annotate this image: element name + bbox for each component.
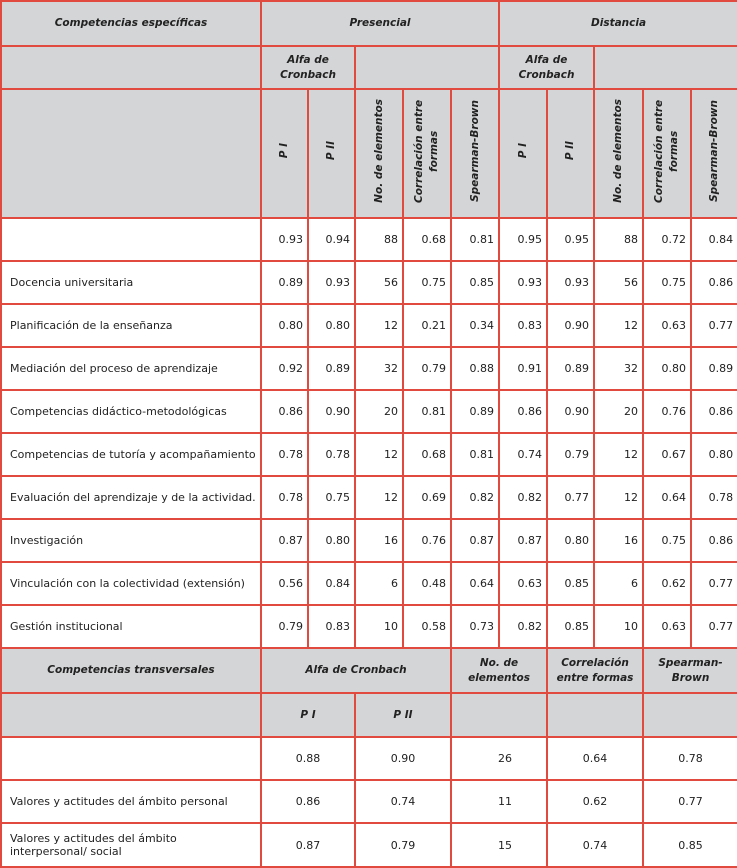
row-label [1, 737, 261, 780]
elementos-header: No. de elementos [451, 648, 547, 693]
cell-value: 0.80 [643, 347, 691, 390]
column-header [499, 89, 547, 218]
empty-header [355, 46, 499, 89]
p2-header: P II [355, 693, 451, 737]
cell-value: 0.86 [691, 390, 737, 433]
cell-value: 0.64 [643, 476, 691, 519]
cell-value: 20 [355, 390, 403, 433]
cell-value: 0.87 [261, 823, 355, 867]
cell-value: 0.89 [691, 347, 737, 390]
cell-value: 0.75 [403, 261, 451, 304]
cell-value: 0.83 [499, 304, 547, 347]
presencial-header: Presencial [261, 1, 499, 46]
cell-value: 0.64 [547, 737, 643, 780]
cell-value: 0.75 [308, 476, 355, 519]
cell-value: 0.81 [451, 433, 499, 476]
column-header-label: P II [325, 141, 337, 161]
row-label: Competencias de tutoría y acompañamiento [1, 433, 261, 476]
table-row [1, 605, 737, 648]
cell-value: 12 [594, 433, 643, 476]
table-row [1, 737, 737, 780]
column-header-label: Spearman-Brown [468, 100, 481, 202]
empty-header [1, 89, 261, 218]
table-row [1, 218, 737, 261]
row-label [1, 218, 261, 261]
empty-header [1, 46, 261, 89]
cell-value: 0.62 [547, 780, 643, 823]
cell-value: 0.73 [451, 605, 499, 648]
cell-value: 32 [594, 347, 643, 390]
cell-value: 0.63 [643, 304, 691, 347]
cell-value: 0.86 [691, 261, 737, 304]
row-label: Planificación de la enseñanza [1, 304, 261, 347]
cell-value: 12 [355, 304, 403, 347]
cell-value: 0.74 [499, 433, 547, 476]
cell-value: 0.92 [261, 347, 308, 390]
cell-value: 0.90 [547, 390, 594, 433]
cell-value: 0.77 [691, 562, 737, 605]
cell-value: 0.63 [499, 562, 547, 605]
column-header [594, 89, 643, 218]
cell-value: 0.76 [403, 519, 451, 562]
row-label: Vinculación con la colectividad (extensión) [1, 562, 261, 605]
cell-value: 0.74 [547, 823, 643, 867]
cell-value: 32 [355, 347, 403, 390]
cell-value: 0.91 [499, 347, 547, 390]
cell-value: 56 [594, 261, 643, 304]
cell-value: 0.87 [451, 519, 499, 562]
cell-value: 0.88 [261, 737, 355, 780]
cell-value: 0.80 [547, 519, 594, 562]
cell-value: 0.81 [403, 390, 451, 433]
table-row [1, 562, 737, 605]
cell-value: 0.89 [308, 347, 355, 390]
table-row [1, 304, 737, 347]
cell-value: 0.77 [691, 304, 737, 347]
cell-value: 0.78 [261, 476, 308, 519]
row-label: Valores y actitudes del ámbito interpersonal/ social [1, 823, 261, 867]
row-label: Valores y actitudes del ámbito personal [1, 780, 261, 823]
row-label: Competencias didáctico-metodológicas [1, 390, 261, 433]
cell-value: 0.82 [451, 476, 499, 519]
column-header [403, 89, 451, 218]
cell-value: 0.93 [547, 261, 594, 304]
table-row [1, 433, 737, 476]
cell-value: 0.78 [261, 433, 308, 476]
cell-value: 0.87 [499, 519, 547, 562]
cell-value: 88 [355, 218, 403, 261]
cell-value: 0.85 [547, 605, 594, 648]
table-row [1, 261, 737, 304]
cell-value: 0.79 [547, 433, 594, 476]
cell-value: 0.94 [308, 218, 355, 261]
row-label: Docencia universitaria [1, 261, 261, 304]
column-header-label: P II [564, 141, 577, 161]
cell-value: 15 [451, 823, 547, 867]
cell-value: 0.67 [643, 433, 691, 476]
row-label: Mediación del proceso de aprendizaje [1, 347, 261, 390]
cell-value: 0.72 [643, 218, 691, 261]
column-header-label: Spearman-Brown [708, 100, 721, 202]
empty-header [594, 46, 737, 89]
cell-value: 0.80 [308, 519, 355, 562]
column-header-label: P I [516, 143, 529, 159]
cell-value: 0.95 [499, 218, 547, 261]
spearman-header: Spearman-Brown [643, 648, 737, 693]
cell-value: 6 [594, 562, 643, 605]
cell-value: 0.87 [261, 519, 308, 562]
cell-value: 56 [355, 261, 403, 304]
cell-value: 0.85 [451, 261, 499, 304]
cell-value: 0.68 [403, 433, 451, 476]
cell-value: 0.77 [643, 780, 737, 823]
table-row [1, 347, 737, 390]
table-row [1, 780, 737, 823]
cell-value: 11 [451, 780, 547, 823]
cell-value: 0.83 [308, 605, 355, 648]
cell-value: 10 [594, 605, 643, 648]
cell-value: 0.77 [547, 476, 594, 519]
alfa-header-distancia: Alfa de Cronbach [499, 46, 594, 89]
cell-value: 0.89 [451, 390, 499, 433]
cell-value: 0.93 [308, 261, 355, 304]
cell-value: 0.79 [403, 347, 451, 390]
cell-value: 26 [451, 737, 547, 780]
cell-value: 0.90 [355, 737, 451, 780]
cell-value: 0.90 [547, 304, 594, 347]
distancia-header: Distancia [499, 1, 737, 46]
cell-value: 0.84 [691, 218, 737, 261]
alfa-header: Alfa de Cronbach [261, 648, 451, 693]
cell-value: 0.79 [355, 823, 451, 867]
cell-value: 0.74 [355, 780, 451, 823]
table-row [1, 476, 737, 519]
cell-value: 12 [594, 476, 643, 519]
cell-value: 12 [355, 476, 403, 519]
column-header-label: P I [278, 143, 290, 159]
cell-value: 16 [355, 519, 403, 562]
cell-value: 0.93 [499, 261, 547, 304]
column-header [643, 89, 691, 218]
cell-value: 16 [594, 519, 643, 562]
cell-value: 0.34 [451, 304, 499, 347]
correlacion-header: Correlación entre formas [547, 648, 643, 693]
cell-value: 0.76 [643, 390, 691, 433]
cell-value: 0.21 [403, 304, 451, 347]
cell-value: 0.85 [547, 562, 594, 605]
cell-value: 0.88 [451, 347, 499, 390]
cell-value: 0.48 [403, 562, 451, 605]
row-label: Gestión institucional [1, 605, 261, 648]
cell-value: 12 [355, 433, 403, 476]
column-header [261, 89, 308, 218]
cell-value: 0.64 [451, 562, 499, 605]
empty-header [451, 693, 547, 737]
empty-header [1, 693, 261, 737]
column-header [355, 89, 403, 218]
cell-value: 0.80 [261, 304, 308, 347]
column-header [308, 89, 355, 218]
table-row [1, 823, 737, 867]
cell-value: 0.85 [643, 823, 737, 867]
cell-value: 0.90 [308, 390, 355, 433]
column-header [451, 89, 499, 218]
empty-header [547, 693, 643, 737]
cell-value: 0.77 [691, 605, 737, 648]
cell-value: 0.80 [308, 304, 355, 347]
cell-value: 0.89 [261, 261, 308, 304]
cell-value: 0.63 [643, 605, 691, 648]
cell-value: 0.69 [403, 476, 451, 519]
row-label: Investigación [1, 519, 261, 562]
cell-value: 0.93 [261, 218, 308, 261]
cell-value: 88 [594, 218, 643, 261]
cell-value: 0.86 [691, 519, 737, 562]
cell-value: 0.86 [499, 390, 547, 433]
empty-header [643, 693, 737, 737]
cell-value: 0.89 [547, 347, 594, 390]
cell-value: 0.75 [643, 519, 691, 562]
cell-value: 0.75 [643, 261, 691, 304]
alfa-header-presencial: Alfa de Cronbach [261, 46, 355, 89]
cell-value: 6 [355, 562, 403, 605]
cell-value: 0.79 [261, 605, 308, 648]
table-row [1, 519, 737, 562]
cell-value: 0.82 [499, 476, 547, 519]
column-header-label: Correlación entre formas [413, 99, 440, 203]
column-header [691, 89, 737, 218]
cell-value: 0.78 [643, 737, 737, 780]
column-header-label: Correlación entre formas [653, 99, 681, 203]
cell-value: 0.68 [403, 218, 451, 261]
transversal-competencies-table [0, 647, 737, 868]
column-header-label: No. de elementos [612, 99, 625, 203]
p1-header: P I [261, 693, 355, 737]
column-header-label: No. de elementos [372, 99, 385, 203]
cell-value: 0.81 [451, 218, 499, 261]
cell-value: 0.58 [403, 605, 451, 648]
cell-value: 0.95 [547, 218, 594, 261]
cell-value: 20 [594, 390, 643, 433]
row-label: Evaluación del aprendizaje y de la actividad. [1, 476, 261, 519]
transversal-title: Competencias transversales [1, 648, 261, 693]
cell-value: 0.56 [261, 562, 308, 605]
column-header [547, 89, 594, 218]
cell-value: 0.78 [308, 433, 355, 476]
cell-value: 0.80 [691, 433, 737, 476]
cell-value: 0.86 [261, 780, 355, 823]
cell-value: 0.78 [691, 476, 737, 519]
specific-title: Competencias específicas [1, 1, 261, 46]
cell-value: 0.86 [261, 390, 308, 433]
table-row [1, 390, 737, 433]
cell-value: 12 [594, 304, 643, 347]
cell-value: 0.82 [499, 605, 547, 648]
cell-value: 10 [355, 605, 403, 648]
cell-value: 0.84 [308, 562, 355, 605]
cell-value: 0.62 [643, 562, 691, 605]
